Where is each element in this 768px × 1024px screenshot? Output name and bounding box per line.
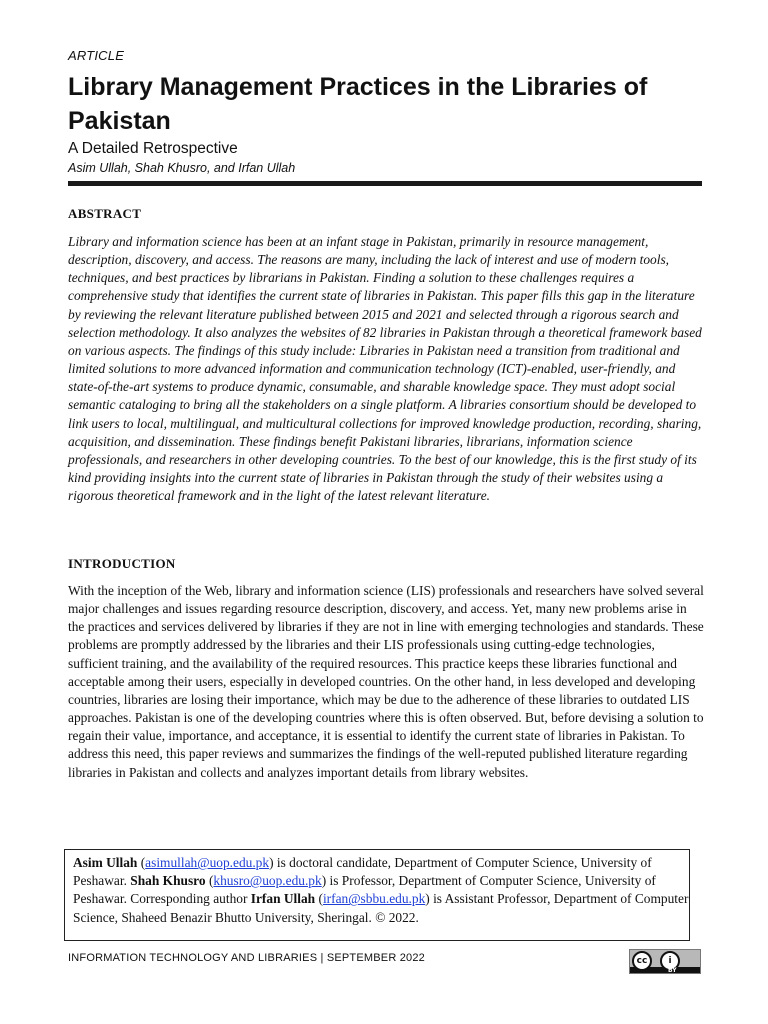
article-type-label: ARTICLE	[68, 48, 125, 63]
by-person-icon: i	[660, 951, 680, 971]
journal-footer: INFORMATION TECHNOLOGY AND LIBRARIES | SEPTEMBER 2022	[68, 952, 425, 964]
introduction-text: With the inception of the Web, library and information science (LIS) professionals and researchers have solved several major challenges and issues regarding resource description, discovery, and access. Yet, many new problems arise in the practices and services delivered by libraries if they are not in line with emerging technologies and standards. These problems are promptly addressed by the libraries and their LIS professionals using cutting-edge technologies, sufficient training, and the availability of the required resources. This practice keeps these libraries functional and acceptable among their users, especially in developed countries. On the other hand, in less developed and developing countries, libraries are losing their importance, which may be due to the adherence of these libraries to outdated LIS approaches. Pakistan is one of the developing countries where this is often observed. But, before devising a solution to regain their value, importance, and acceptance, it is essential to identify the current state of libraries in Pakistan. To address this need, this paper reviews and summarizes the findings of the well-reputed published literature regarding libraries in Pakistan and collects and analyzes important details from library websites.	[68, 583, 704, 780]
author-affiliation-box	[64, 849, 690, 941]
author1-email-link[interactable]: asimullah@uop.edu.pk	[145, 855, 270, 870]
introduction-heading: INTRODUCTION	[68, 556, 176, 571]
author3-name: Irfan Ullah	[250, 891, 316, 907]
author3-affiliation: ) is Assistant Professor, Department of Computer Science, Shaheed Benazir Bhutto University, Sheringal. © 2022.	[73, 891, 689, 925]
article-title: Library Management Practices in the Libraries of Pakistan	[68, 73, 648, 135]
author1-affiliation: ) is doctoral candidate, Department of Computer Science, University of Peshawar.	[73, 855, 652, 889]
cc-icon: cc	[632, 951, 652, 971]
title-divider	[68, 181, 702, 186]
author2-email-link[interactable]: khusro@uop.edu.pk	[213, 873, 322, 889]
author3-email-link[interactable]: irfan@sbbu.edu.pk	[322, 891, 426, 907]
cc-by-icon[interactable]	[629, 949, 701, 974]
author3-open: (	[315, 891, 323, 907]
author2-open: (	[205, 873, 214, 889]
article-subtitle: A Detailed Retrospective	[68, 140, 238, 157]
abstract-heading: ABSTRACT	[68, 206, 142, 221]
by-label: BY	[668, 967, 677, 974]
author1-name: Asim Ullah	[73, 855, 138, 870]
author2-affiliation: ) is Professor, Department of Computer Science, University of Peshawar. Corresponding author	[73, 873, 656, 907]
author-list: Asim Ullah, Shah Khusro, and Irfan Ullah	[68, 161, 296, 175]
author1-open: (	[137, 855, 146, 870]
author2-name: Shah Khusro	[130, 873, 206, 889]
abstract-text: Library and information science has been at an infant stage in Pakistan, primarily in resource management, description, discovery, and access. The reasons are many, including the lack of interest and use of modern tools, techniques, and best practices by librarians in Pakistan. Finding a solution to these challenges requires a comprehensive study that identifies the current state of libraries in Pakistan. This paper fills this gap in the literature by reviewing the relevant literature published between 2015 and 2021 and selected through a rigorous search and selection methodology. It also analyzes the websites of 82 libraries in Pakistan through a theoretical framework based on various aspects. The findings of this study include: Libraries in Pakistan need a transition from traditional and limited solutions to more advanced information and communication technology (ICT)-enabled, user-friendly, and state-of-the-art systems to produce dynamic, consumable, and sharable knowledge space. They must adopt social semantic cataloging to bring all the stakeholders on a single platform. A libraries consortium should be developed to link users to local, multilingual, and multicultural collections for improved knowledge production, recording, sharing, acquisition, and dissemination. These findings benefit Pakistani libraries, librarians, information science professionals, and researchers in other developing countries. To the best of our knowledge, this is the first study of its kind providing insights into the current state of libraries in Pakistan through the study of their websites using a rigorous theoretical framework and in the light of the latest relevant literature.	[68, 234, 702, 504]
